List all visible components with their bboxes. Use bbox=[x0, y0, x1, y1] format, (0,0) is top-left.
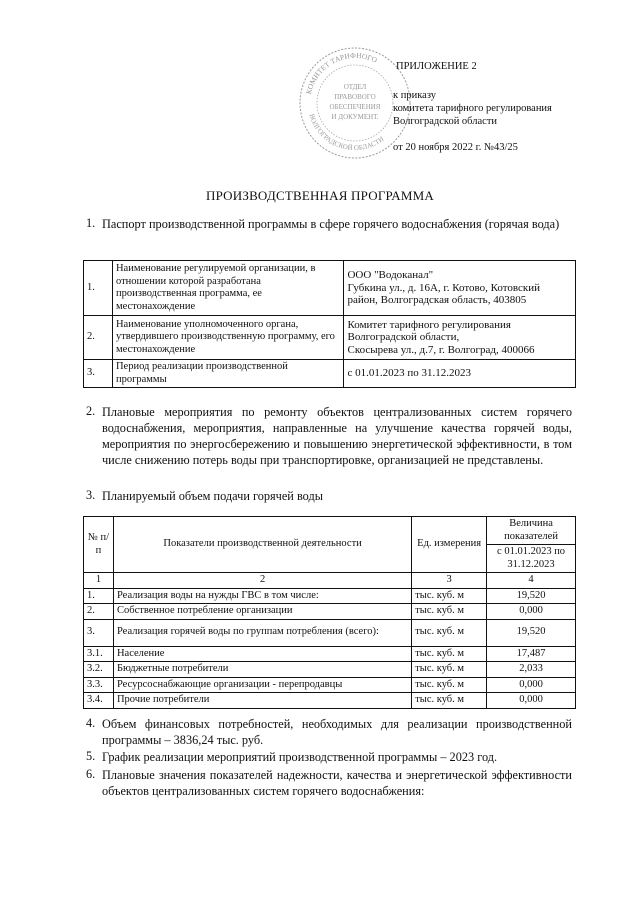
passport-value-line-2: Скосырева ул., д.7, г. Волгоград, 400066 bbox=[347, 343, 535, 356]
passport-row-value bbox=[344, 261, 576, 316]
table-row bbox=[84, 588, 576, 604]
volume-table bbox=[83, 516, 576, 709]
passport-row-value bbox=[344, 316, 576, 360]
index-cell: 3 bbox=[412, 573, 487, 589]
row-value: 17,487 bbox=[487, 646, 576, 662]
order-date: от 20 ноября 2022 г. №43/25 bbox=[393, 142, 518, 153]
row-number: 3.2. bbox=[84, 662, 114, 678]
row-unit: тыс. куб. м bbox=[412, 693, 487, 709]
table-row bbox=[84, 677, 576, 693]
row-number: 1. bbox=[84, 588, 114, 604]
header-number: № п/п bbox=[84, 517, 114, 573]
row-value: 19,520 bbox=[487, 588, 576, 604]
section-6-number: 6. bbox=[86, 767, 96, 781]
table-row bbox=[84, 646, 576, 662]
row-indicator: Бюджетные потребители bbox=[113, 662, 411, 678]
passport-row-number: 3. bbox=[84, 360, 113, 388]
passport-value-line-1: ООО "Водоканал" bbox=[347, 269, 434, 282]
passport-value-line-1: Комитет тарифного регулирования Волгоградской области, bbox=[347, 318, 511, 344]
appendix-label: ПРИЛОЖЕНИЕ 2 bbox=[396, 61, 477, 72]
section-3-number: 3. bbox=[86, 488, 96, 502]
section-6-text: Плановые значения показателей надежности, качества и энергетической эффективности объектов централизованных систем горячего водоснабжения: bbox=[102, 768, 572, 798]
stamp-inner-line-1: ОТДЕЛ bbox=[343, 83, 367, 91]
table-row bbox=[84, 693, 576, 709]
row-unit: тыс. куб. м bbox=[412, 646, 487, 662]
passport-row-label: Наименование регулируемой организации, в отношении которой разработана производственная программа, ее местонахождение bbox=[112, 261, 344, 316]
section-5-number: 5. bbox=[86, 749, 96, 763]
row-number: 2. bbox=[84, 604, 114, 620]
row-number: 3.1. bbox=[84, 646, 114, 662]
section-1-number: 1. bbox=[86, 216, 96, 230]
svg-text:КОМИТЕТ ТАРИФНОГО bbox=[304, 51, 379, 95]
section-5-text: График реализации мероприятий производственной программы – 2023 год. bbox=[102, 750, 498, 764]
passport-row bbox=[84, 261, 576, 316]
row-indicator: Реализация воды на нужды ГВС в том числе: bbox=[113, 588, 411, 604]
row-indicator: Население bbox=[113, 646, 411, 662]
section-1-text: Паспорт производственной программы в сфере горячего водоснабжения (горячая вода) bbox=[102, 217, 560, 231]
row-number: 3. bbox=[84, 619, 114, 646]
passport-table bbox=[83, 260, 576, 388]
order-line-2: комитета тарифного регулирования bbox=[393, 103, 552, 114]
row-unit: тыс. куб. м bbox=[412, 604, 487, 620]
passport-row-number: 2. bbox=[84, 316, 113, 360]
table-row bbox=[84, 662, 576, 678]
passport-row-value bbox=[344, 360, 576, 388]
index-cell: 4 bbox=[487, 573, 576, 589]
stamp-inner-line-3: ОБЕСПЕЧЕНИЯ bbox=[329, 103, 381, 111]
row-unit: тыс. куб. м bbox=[412, 677, 487, 693]
row-indicator: Прочие потребители bbox=[113, 693, 411, 709]
header-period: с 01.01.2023 по 31.12.2023 bbox=[487, 545, 576, 573]
row-value: 2,033 bbox=[487, 662, 576, 678]
table-row bbox=[84, 619, 576, 646]
stamp-inner-line-2: ПРАВОВОГО bbox=[334, 93, 376, 101]
row-unit: тыс. куб. м bbox=[412, 588, 487, 604]
order-line-1: к приказу bbox=[393, 90, 436, 101]
header-value: Величина показателей bbox=[487, 517, 576, 545]
header-indicator: Показатели производственной деятельности bbox=[113, 517, 411, 573]
stamp-inner-line-4: И ДОКУМЕНТ. bbox=[331, 113, 379, 121]
row-number: 3.4. bbox=[84, 693, 114, 709]
volume-index-row bbox=[84, 573, 576, 589]
row-unit: тыс. куб. м bbox=[412, 619, 487, 646]
index-cell: 1 bbox=[84, 573, 114, 589]
passport-row bbox=[84, 360, 576, 388]
stamp-outer-bottom: ВОЛГОГРАДСКОЙ ОБЛАСТИ bbox=[307, 112, 386, 153]
row-indicator: Реализация горячей воды по группам потребления (всего): bbox=[113, 619, 411, 646]
row-value: 19,520 bbox=[487, 619, 576, 646]
passport-row-number: 1. bbox=[84, 261, 113, 316]
section-4-text: Объем финансовых потребностей, необходимых для реализации производственной программы – 3836,24 тыс. руб. bbox=[102, 717, 572, 747]
passport-row-label: Период реализации производственной программы bbox=[112, 360, 344, 388]
passport-value-line-1: с 01.01.2023 по 31.12.2023 bbox=[347, 367, 472, 380]
row-indicator: Собственное потребление организации bbox=[113, 604, 411, 620]
row-indicator: Ресурсоснабжающие организации - перепродавцы bbox=[113, 677, 411, 693]
table-row bbox=[84, 604, 576, 620]
index-cell: 2 bbox=[113, 573, 411, 589]
volume-header-row bbox=[84, 517, 576, 545]
passport-row-label: Наименование уполномоченного органа, утвердившего производственную программу, его местонахождение bbox=[112, 316, 344, 360]
row-number: 3.3. bbox=[84, 677, 114, 693]
passport-row bbox=[84, 316, 576, 360]
passport-value-line-2: Губкина ул., д. 16А, г. Котово, Котовский район, Волгоградская область, 403805 bbox=[347, 281, 541, 307]
section-3-text: Планируемый объем подачи горячей воды bbox=[102, 489, 323, 503]
section-2-text: Плановые мероприятия по ремонту объектов централизованных систем горячего водоснабжения, мероприятия, направленные на улучшение качества горячей воды, мероприятия по энергосбережению и повышению энергетической эффективности, в том числе снижению потерь воды при транспортировке, организацией не представлены. bbox=[102, 405, 572, 467]
row-value: 0,000 bbox=[487, 677, 576, 693]
stamp-outer-top: КОМИТЕТ ТАРИФНОГО bbox=[303, 50, 379, 96]
header-unit: Ед. измерения bbox=[412, 517, 487, 573]
section-4-number: 4. bbox=[86, 716, 96, 730]
row-value: 0,000 bbox=[487, 693, 576, 709]
row-value: 0,000 bbox=[487, 604, 576, 620]
order-line-3: Волгоградской области bbox=[393, 116, 498, 127]
row-unit: тыс. куб. м bbox=[412, 662, 487, 678]
section-2-number: 2. bbox=[86, 404, 96, 418]
page-title: ПРОИЗВОДСТВЕННАЯ ПРОГРАММА bbox=[206, 188, 434, 203]
